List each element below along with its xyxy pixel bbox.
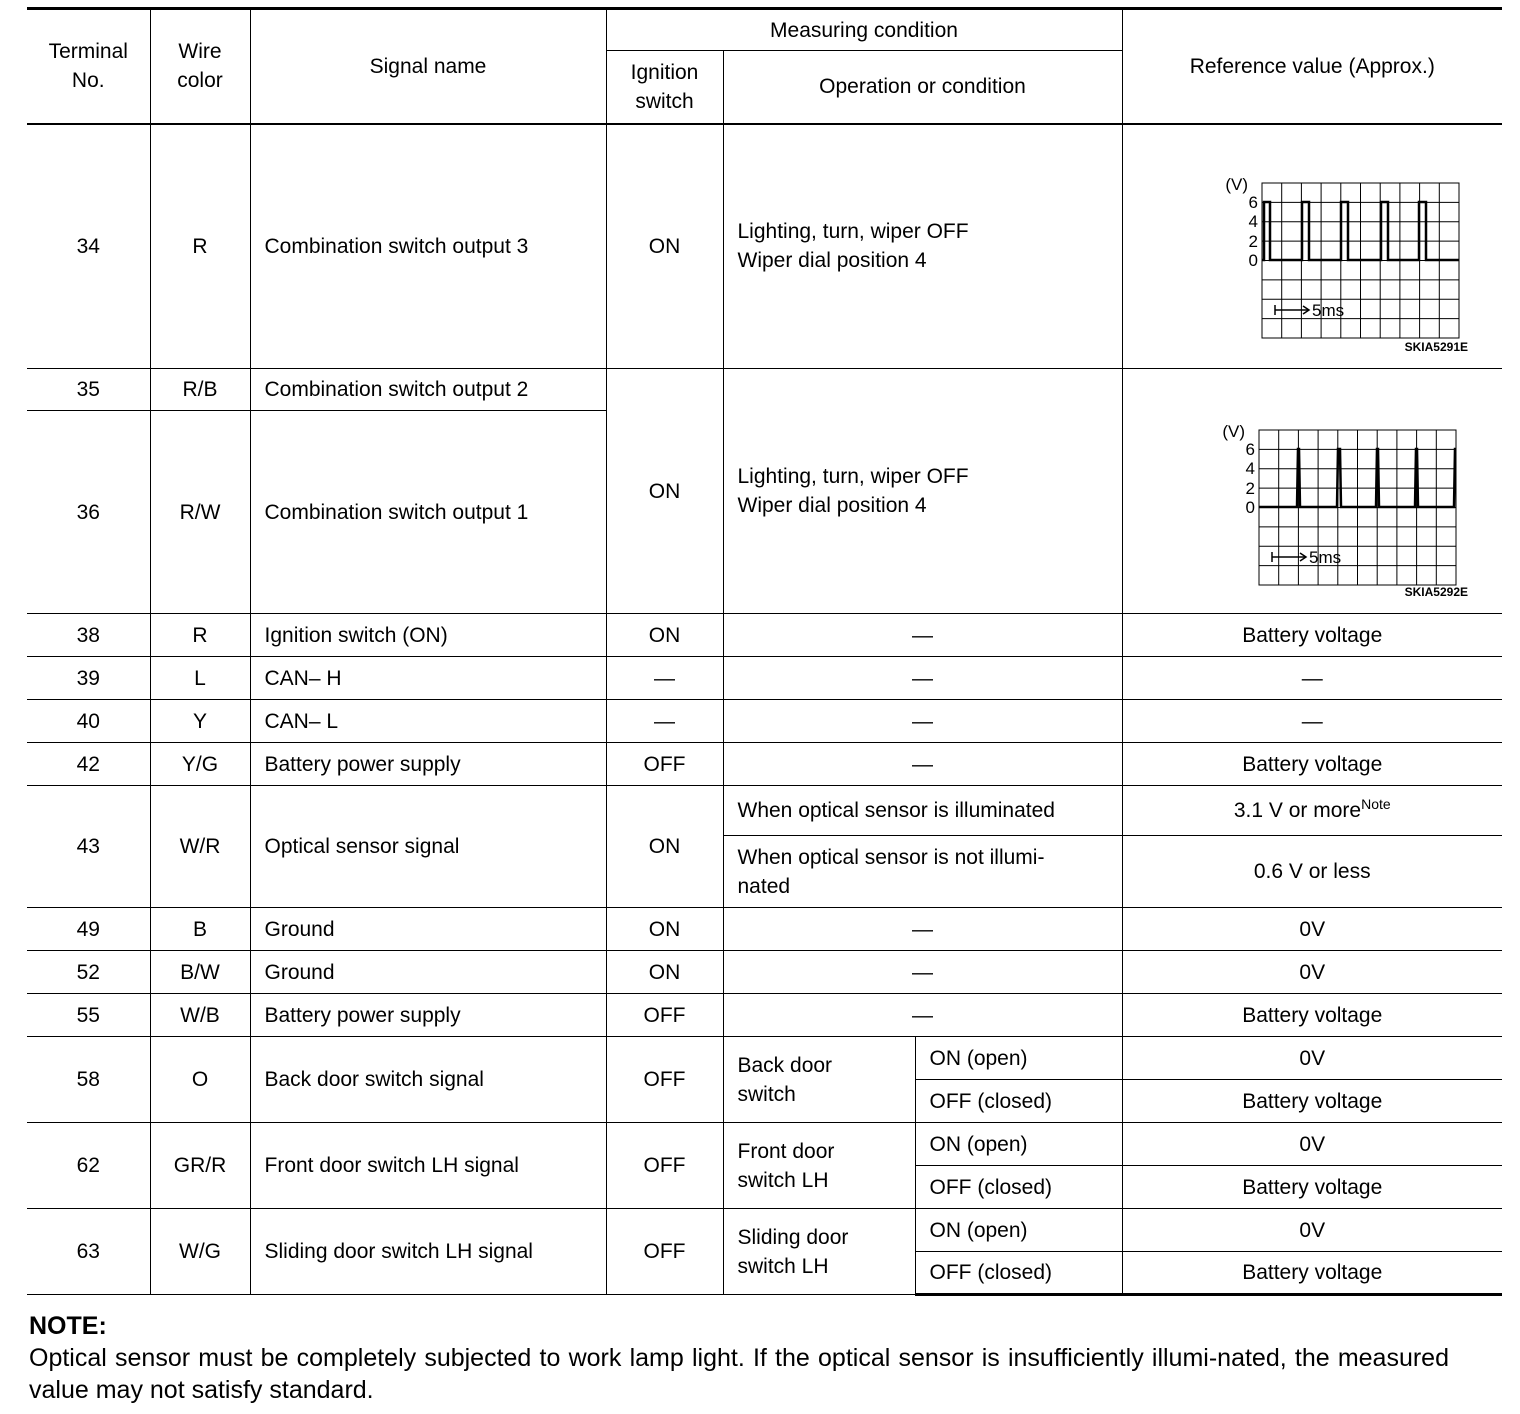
condition-cell: — [723, 657, 1122, 700]
y-tick-label: 6 [1245, 440, 1256, 459]
wire-color-cell: R/B [150, 369, 250, 411]
table-row [27, 1123, 1502, 1166]
y-tick-label: 2 [1245, 479, 1256, 498]
y-unit-label: (V) [1222, 422, 1246, 441]
ignition-cell: OFF [606, 743, 723, 786]
reference-cell: 0V [1122, 1123, 1502, 1166]
condition-cell: — [723, 908, 1122, 951]
wire-color-cell: O [150, 1037, 250, 1123]
reference-cell: Battery voltage [1122, 614, 1502, 657]
signal-name-cell: Ground [250, 951, 606, 994]
header-signal-name: Signal name [250, 9, 606, 124]
terminal-cell: 52 [27, 951, 150, 994]
header-measuring-condition: Measuring condition [606, 9, 1122, 51]
table-row [27, 614, 1502, 657]
condition-cell: — [723, 994, 1122, 1037]
signal-name-cell: Back door switch signal [250, 1037, 606, 1123]
waveform-cell [1122, 124, 1502, 369]
terminal-cell: 43 [27, 786, 150, 908]
switch-state-cell: OFF (closed) [915, 1166, 1122, 1209]
signal-name-cell: CAN– H [250, 657, 606, 700]
signal-name-cell: Front door switch LH signal [250, 1123, 606, 1209]
y-tick-label: 2 [1248, 232, 1259, 252]
time-scale-label: 5ms [1312, 301, 1345, 321]
ignition-cell: OFF [606, 994, 723, 1037]
switch-state-cell: OFF (closed) [915, 1080, 1122, 1123]
signal-name-cell: Ignition switch (ON) [250, 614, 606, 657]
wire-color-cell: R [150, 614, 250, 657]
condition-cell: — [723, 951, 1122, 994]
terminal-cell: 40 [27, 700, 150, 743]
reference-cell: Battery voltage [1122, 994, 1502, 1037]
wire-color-cell: B/W [150, 951, 250, 994]
ignition-cell: ON [606, 786, 723, 908]
ignition-cell: ON [606, 908, 723, 951]
y-tick-label: 4 [1245, 459, 1256, 478]
wire-color-cell: B [150, 908, 250, 951]
reference-cell: 0V [1122, 1209, 1502, 1252]
table-row [27, 908, 1502, 951]
terminal-cell: 36 [27, 411, 150, 614]
terminal-reference-table [27, 7, 1502, 1296]
table-row [27, 743, 1502, 786]
note-reference: Note [1361, 796, 1391, 812]
wire-color-cell: W/R [150, 786, 250, 908]
switch-state-cell: OFF (closed) [915, 1252, 1122, 1295]
switch-cell: Back door switch [723, 1037, 915, 1123]
reference-cell: 0V [1122, 908, 1502, 951]
ignition-cell: OFF [606, 1037, 723, 1123]
wire-color-cell: L [150, 657, 250, 700]
signal-name-cell: Combination switch output 1 [250, 411, 606, 614]
condition-cell: — [723, 614, 1122, 657]
y-unit-label: (V) [1225, 175, 1249, 195]
header-operation-condition: Operation or condition [723, 51, 1122, 124]
signal-name-cell: Battery power supply [250, 994, 606, 1037]
figure-code: SKIA5291E [1404, 340, 1468, 354]
table-row [27, 657, 1502, 700]
terminal-cell: 62 [27, 1123, 150, 1209]
ignition-cell: ON [606, 124, 723, 369]
wire-color-cell: W/B [150, 994, 250, 1037]
reference-cell [1122, 786, 1502, 836]
ignition-cell: — [606, 657, 723, 700]
ignition-cell: ON [606, 951, 723, 994]
table-row [27, 1037, 1502, 1080]
ignition-cell: OFF [606, 1123, 723, 1209]
terminal-cell: 49 [27, 908, 150, 951]
reference-cell: — [1122, 700, 1502, 743]
reference-cell: — [1122, 657, 1502, 700]
terminal-cell: 39 [27, 657, 150, 700]
condition-cell: — [723, 700, 1122, 743]
ignition-cell: OFF [606, 1209, 723, 1295]
header-reference-value: Reference value (Approx.) [1122, 9, 1502, 124]
time-scale-arrow [1275, 305, 1309, 315]
terminal-cell: 38 [27, 614, 150, 657]
wire-color-cell: R [150, 124, 250, 369]
header-ignition-switch: Ignition switch [606, 51, 723, 124]
terminal-cell: 58 [27, 1037, 150, 1123]
note-body: Optical sensor must be completely subjected to work lamp light. If the optical sensor is insufficiently illumi-nated, the measured value may not satisfy standard. [29, 1344, 1449, 1404]
reference-value: 3.1 V or more [1233, 799, 1362, 822]
header-terminal-no: Terminal No. [27, 9, 150, 124]
terminal-cell: 34 [27, 124, 150, 369]
ignition-cell: — [606, 700, 723, 743]
wire-color-cell: Y [150, 700, 250, 743]
note-title: NOTE: [29, 1312, 107, 1340]
condition-cell: — [723, 743, 1122, 786]
switch-cell: Sliding door switch LH [723, 1209, 915, 1295]
condition-line: Lighting, turn, wiper OFF [737, 465, 969, 488]
wire-color-cell: W/G [150, 1209, 250, 1295]
signal-name-cell: Battery power supply [250, 743, 606, 786]
waveform-cell [1122, 369, 1502, 614]
terminal-cell: 63 [27, 1209, 150, 1295]
switch-state-cell: ON (open) [915, 1037, 1122, 1080]
reference-cell: 0V [1122, 951, 1502, 994]
signal-name-cell: Sliding door switch LH signal [250, 1209, 606, 1295]
waveform-chart [1162, 391, 1462, 591]
note-section [29, 1310, 1449, 1406]
time-scale-label: 5ms [1309, 548, 1342, 567]
wire-color-cell: GR/R [150, 1123, 250, 1209]
reference-cell: Battery voltage [1122, 1166, 1502, 1209]
time-scale-arrow [1272, 552, 1306, 562]
terminal-cell: 42 [27, 743, 150, 786]
figure-code: SKIA5292E [1404, 585, 1468, 599]
terminal-cell: 55 [27, 994, 150, 1037]
terminal-cell: 35 [27, 369, 150, 411]
reference-cell: Battery voltage [1122, 1080, 1502, 1123]
condition-line: Wiper dial position 4 [737, 494, 927, 517]
y-tick-label: 4 [1248, 212, 1259, 232]
waveform-chart [1162, 146, 1462, 346]
signal-name-cell: Optical sensor signal [250, 786, 606, 908]
wire-color-cell: Y/G [150, 743, 250, 786]
table-row [27, 700, 1502, 743]
switch-state-cell: ON (open) [915, 1123, 1122, 1166]
reference-cell: Battery voltage [1122, 743, 1502, 786]
signal-name-cell: Combination switch output 2 [250, 369, 606, 411]
condition-line: Lighting, turn, wiper OFF [737, 220, 969, 244]
wire-color-cell: R/W [150, 411, 250, 614]
condition-cell: When optical sensor is illuminated [723, 786, 1122, 836]
y-tick-label: 6 [1248, 193, 1259, 213]
table-row [27, 1209, 1502, 1252]
table-row [27, 786, 1502, 836]
y-tick-label: 0 [1248, 251, 1259, 271]
signal-name-cell: Ground [250, 908, 606, 951]
signal-name-cell: Combination switch output 3 [250, 124, 606, 369]
reference-cell: 0.6 V or less [1122, 836, 1502, 908]
y-tick-label: 0 [1245, 498, 1256, 517]
switch-cell: Front door switch LH [723, 1123, 915, 1209]
header-wire-color: Wire color [150, 9, 250, 124]
table-row [27, 369, 1502, 411]
condition-cell [723, 124, 1122, 369]
switch-state-cell: ON (open) [915, 1209, 1122, 1252]
table-row [27, 124, 1502, 369]
table-row [27, 994, 1502, 1037]
condition-cell [723, 369, 1122, 614]
condition-line: Wiper dial position 4 [737, 249, 927, 273]
ignition-cell: ON [606, 614, 723, 657]
condition-cell: When optical sensor is not illumi-nated [723, 836, 1122, 908]
reference-cell: Battery voltage [1122, 1252, 1502, 1295]
signal-name-cell: CAN– L [250, 700, 606, 743]
ignition-cell: ON [606, 369, 723, 614]
reference-cell: 0V [1122, 1037, 1502, 1080]
table-row [27, 951, 1502, 994]
